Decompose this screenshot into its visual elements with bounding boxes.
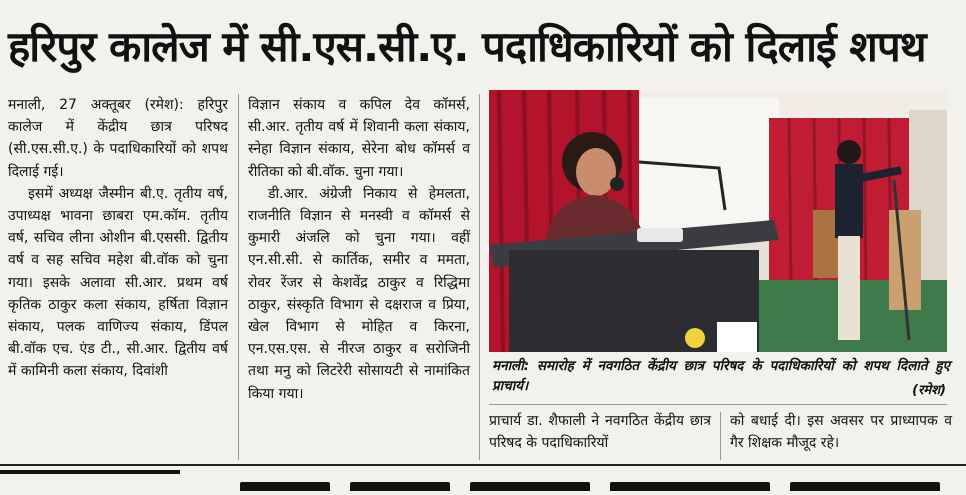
photo-caption: मनाली: समारोह में नवगठित केंद्रीय छात्र परिषद के पदाधिकारियों को शपथ दिलाते हुए प्राचार्य। — [492, 358, 950, 394]
article-paragraph: डी.आर. अंग्रेजी निकाय से हेमलता, राजनीति विज्ञान से मनस्वी व कॉमर्स से कुमारी अंजलि को चुना गया। वहीं एन.सी.सी. से कार्तिक, समीर व ममता, रोवर रेंजर से केशवेंद्र ठाकुर व रिद्धिमा ठाकुर, संस्कृति विभाग से दक्षराज व प्रिया, खेल विभाग से मोहित व किरना, एन.एस.एस. से नीरज ठाकुर व सरोजिनी तथा मनु को लिटरेरी सोसायटी से नामांकित किया गया। — [248, 185, 470, 402]
article-column-1 — [8, 94, 228, 383]
next-article-fragment — [0, 470, 180, 495]
column-divider — [720, 412, 721, 460]
article-column-2 — [248, 94, 470, 405]
article-paragraph: मनाली, 27 अक्तूबर (रमेश): हरिपुर कालेज में केंद्रीय छात्र परिषद (सी.एस.सी.ए.) के पदाधिकारियों को शपथ दिलाई गई। — [8, 97, 228, 180]
ceremony-photo-illustration — [489, 90, 947, 352]
article-column-4: को बधाई दी। इस अवसर पर प्राध्यापक व गैर शिक्षक मौजूद रहे। — [730, 413, 952, 451]
column-divider — [479, 94, 480, 460]
next-headline-cropped — [200, 470, 960, 491]
article-paragraph: इसमें अध्यक्ष जैस्मीन बी.ए. तृतीय वर्ष, उपाध्यक्ष भावना छाबरा एम.कॉम. तृतीय वर्ष, सचिव लीना ओशीन बी.एससी. द्वितीय वर्ष व सह सचिव महेश बी.वॉक को चुना गया। इसके अलावा सी.आर. प्रथम वर्ष कृतिक ठाकुर कला संकाय, हर्षिता विज्ञान संकाय, पलक वाणिज्य संकाय, डिंपल बी.वॉक एच. एंड टी., सी.आर. द्वितीय वर्ष में कामिनी कला संकाय, दिवांशी — [8, 185, 228, 380]
column-divider — [238, 94, 239, 460]
article-column-3: प्राचार्य डा. शैफाली ने नवगठित केंद्रीय छात्र परिषद के पदाधिकारियों — [489, 413, 711, 451]
article-bottom-rule — [0, 464, 966, 466]
article-headline: हरिपुर कालेज में सी.एस.सी.ए. पदाधिकारियों को दिलाई शपथ — [8, 22, 926, 71]
article-photo — [489, 90, 947, 352]
caption-divider — [489, 404, 947, 405]
photo-credit: (रमेश) — [912, 383, 946, 398]
article-paragraph: विज्ञान संकाय व कपिल देव कॉमर्स, सी.आर. तृतीय वर्ष में शिवानी कला संकाय, स्नेहा विज्ञान संकाय, सेरेना बोध कॉमर्स व रीतिका को बी.वॉक. चुना गया। — [248, 97, 470, 180]
